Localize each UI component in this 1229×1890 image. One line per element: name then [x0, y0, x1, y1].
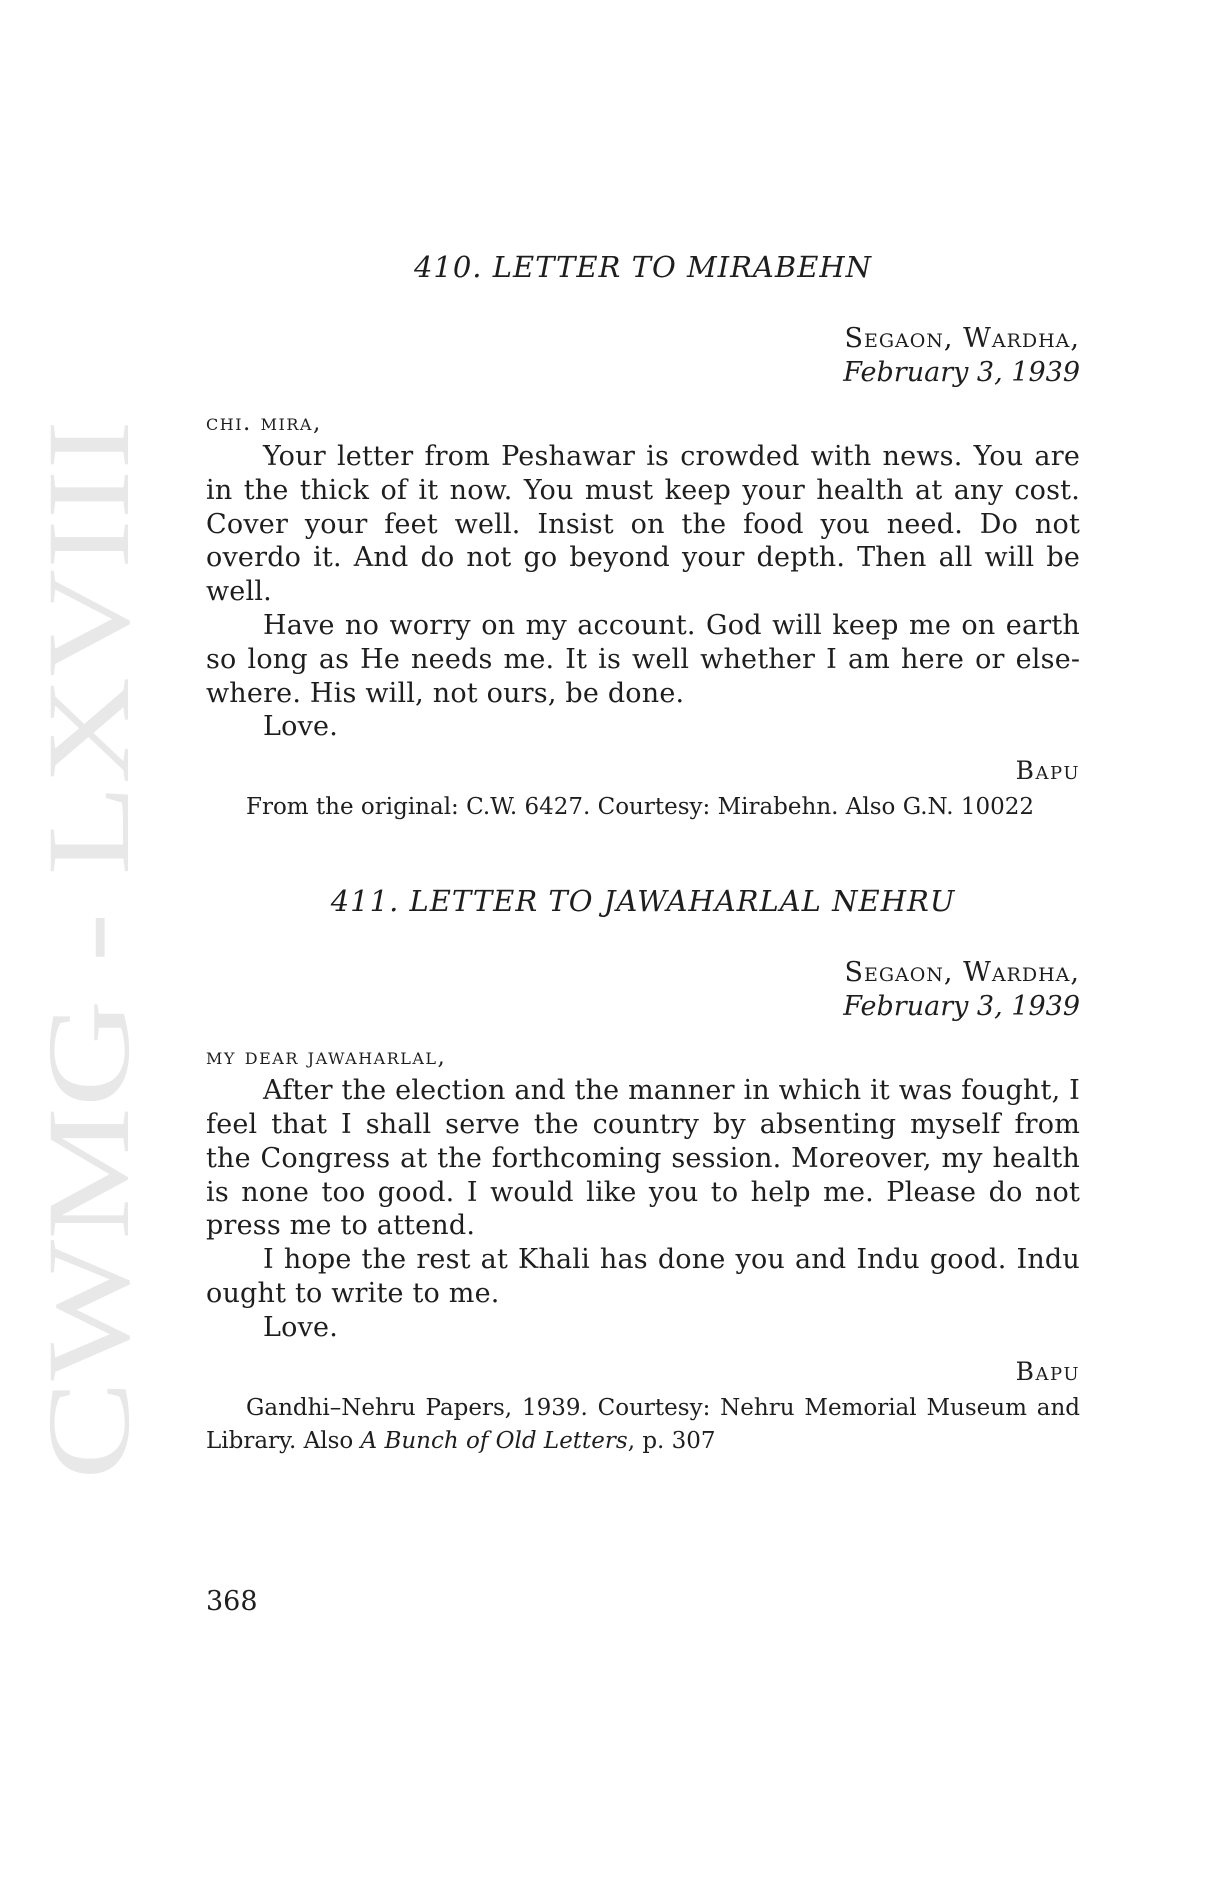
watermark — [23, 400, 154, 1480]
signature: Bapu — [1015, 1356, 1080, 1386]
letter-title: 410. LETTER TO MIRABEHN — [413, 250, 873, 284]
letter-place: Segaon, Wardha, — [844, 957, 1080, 989]
letter-title: 411. LETTER TO JAWAHARLAL NEHRU — [330, 884, 956, 919]
signature: Bapu — [1015, 756, 1080, 786]
paragraph: Your letter from Peshawar is crowded with news. You are in the thick of it now. You must keep your health at any cost. Cover your feet well. Insist on the food you need. Do not overdo it. And do not go beyond your depth. Then all will be well. — [206, 441, 1080, 608]
letter-date: February 3, 1939 — [843, 357, 1080, 388]
salutation: my dear jawaharlal, — [206, 1044, 447, 1071]
letter-411 — [206, 884, 1080, 1457]
paragraph: I hope the rest at Khali has done you and Indu good. Indu ought to write to me. — [206, 1244, 1080, 1309]
paragraph: Love. — [263, 711, 338, 743]
letter-date: February 3, 1939 — [843, 991, 1080, 1023]
page-number: 368 — [206, 1586, 258, 1617]
letter-place: Segaon, Wardha, — [844, 323, 1080, 354]
page-content — [206, 250, 1080, 1458]
letter-410 — [206, 250, 1080, 824]
salutation: chi. mira, — [206, 410, 322, 436]
paragraph: Have no worry on my account. God will keep me on earth so long as He needs me. It is well whether I am here or elsewhere. His will, not ours, be done. — [206, 609, 1080, 709]
paragraph: After the election and the manner in which it was fought, I feel that I shall serve the country by absenting myself from the Congress at the forthcoming session. Moreover, my health is none too good. I would like you to help me. Please do not press me to attend. — [206, 1075, 1081, 1242]
source-note: From the original: C.W. 6427. Courtesy: Mirabehn. Also G.N. 10022 — [246, 794, 1034, 821]
source-note: Gandhi–Nehru Papers, 1939. Courtesy: Nehru Memorial Museum and Library. Also A Bunch of Old Letters, p. 307 — [206, 1394, 1080, 1454]
watermark-text: CWMG - LXVIII — [23, 641, 154, 1480]
paragraph: Love. — [263, 1311, 338, 1343]
book-title: A Bunch of Old Letters — [360, 1427, 628, 1454]
